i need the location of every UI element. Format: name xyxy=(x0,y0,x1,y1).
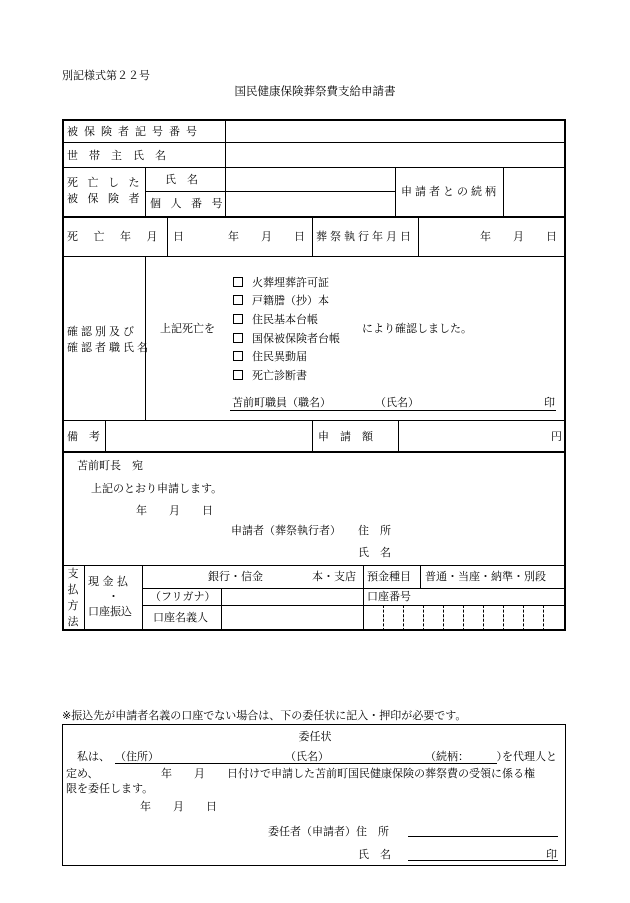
payment-method-label: 支払方法 xyxy=(67,567,79,628)
personal-number-label: 個 人 番 号 xyxy=(150,197,226,210)
funeral-date-label: 葬祭執行年月日 xyxy=(316,230,414,243)
cash-label: 現 金 払 xyxy=(88,575,128,588)
proxy-relation-label: （続柄： ） xyxy=(425,750,508,763)
delegator-name-field[interactable] xyxy=(408,860,558,861)
death-date-label: 死 亡 年 月 日 xyxy=(67,230,190,243)
applicant-address-label: 住 所 xyxy=(358,524,391,537)
option-insured-ledger: 国保被保険者台帳 xyxy=(252,332,340,345)
insured-number-label: 被保険者記号番号 xyxy=(67,125,203,138)
amount-unit: 円 xyxy=(551,430,562,443)
option-family-register: 戸籍謄（抄）本 xyxy=(252,294,329,307)
proxy-line2b: 年 月 日付けで申請した苫前町国民健康保険の葬祭費の受領に係る権 xyxy=(161,767,535,780)
householder-label: 世 帯 主 氏 名 xyxy=(67,149,166,162)
proxy-name-label: （氏名） xyxy=(285,750,329,763)
name-label: 氏 名 xyxy=(165,173,198,186)
confirm-deceased-text: 上記死亡を xyxy=(160,322,215,335)
account-number-label: 口座番号 xyxy=(367,590,411,603)
funeral-date-value: 年 月 日 xyxy=(480,230,557,243)
option-death-certificate: 死亡診断書 xyxy=(252,369,307,382)
proxy-lead: 私は、 xyxy=(77,750,110,763)
option-resident-register: 住民基本台帳 xyxy=(252,313,318,326)
applicant-name-label: 氏 名 xyxy=(358,546,391,559)
proxy-date: 年 月 日 xyxy=(140,800,217,813)
applicant-label: 申請者（葬祭執行者） xyxy=(231,524,341,537)
form-id: 別記様式第２２号 xyxy=(62,69,150,82)
checkbox-death-certificate[interactable] xyxy=(233,370,243,380)
application-date: 年 月 日 xyxy=(136,504,213,517)
delegator-seal: 印 xyxy=(546,848,557,861)
proxy-title: 委任状 xyxy=(298,730,332,743)
checkbox-resident-change[interactable] xyxy=(233,351,243,361)
amount-label: 申 請 額 xyxy=(318,430,373,443)
bank-label: 銀行・信金 xyxy=(208,570,263,583)
proxy-tail: を代理人と xyxy=(502,750,557,763)
death-date-value: 年 月 日 xyxy=(228,230,305,243)
staff-name-label: （氏名） xyxy=(375,396,419,409)
delegator-address-label: 委任者（申請者）住 所 xyxy=(268,825,389,838)
deceased-label-1: 死 亡 し た xyxy=(67,176,143,189)
proxy-line2a: 定め、 xyxy=(66,767,99,780)
option-cremation-permit: 火葬埋葬許可証 xyxy=(252,276,329,289)
proxy-box xyxy=(62,724,566,866)
deceased-label-2: 被 保 険 者 xyxy=(67,192,143,205)
proxy-address-label: （住所） xyxy=(115,750,159,763)
staff-label: 苫前町職員（職名） xyxy=(232,396,331,409)
request-text: 上記のとおり申請します。 xyxy=(91,482,223,495)
delegator-name-label: 氏 名 xyxy=(358,848,391,861)
proxy-notice: ※振込先が申請者名義の口座でない場合は、下の委任状に記入・押印が必要です。 xyxy=(62,709,467,722)
branch-label: 本・支店 xyxy=(312,570,356,583)
checkbox-cremation-permit[interactable] xyxy=(233,277,243,287)
confirm-label-1: 確認別及び xyxy=(67,325,137,338)
deposit-types: 普通・当座・納準・別段 xyxy=(425,570,546,583)
deposit-type-label: 預金種目 xyxy=(367,570,411,583)
checkbox-resident-register[interactable] xyxy=(233,314,243,324)
checkbox-family-register[interactable] xyxy=(233,295,243,305)
remarks-label: 備 考 xyxy=(67,430,100,443)
proxy-line3: 限を委任します。 xyxy=(66,782,154,795)
transfer-label: 口座振込 xyxy=(88,605,132,618)
account-holder-label: 口座名義人 xyxy=(153,611,208,624)
confirm-result-text: により確認しました。 xyxy=(362,322,472,335)
checkbox-insured-ledger[interactable] xyxy=(233,333,243,343)
separator-dot: ・ xyxy=(108,590,119,603)
delegator-address-field[interactable] xyxy=(408,836,558,837)
addressee: 苫前町長 宛 xyxy=(77,459,143,472)
form-title: 国民健康保険葬祭費支給申請書 xyxy=(234,84,396,98)
furigana-label: （フリガナ） xyxy=(150,590,216,603)
confirm-label-2: 確認者職氏名 xyxy=(67,341,151,354)
staff-seal: 印 xyxy=(544,396,555,409)
option-resident-change: 住民異動届 xyxy=(252,350,307,363)
relationship-label: 申請者との続柄 xyxy=(401,185,499,198)
